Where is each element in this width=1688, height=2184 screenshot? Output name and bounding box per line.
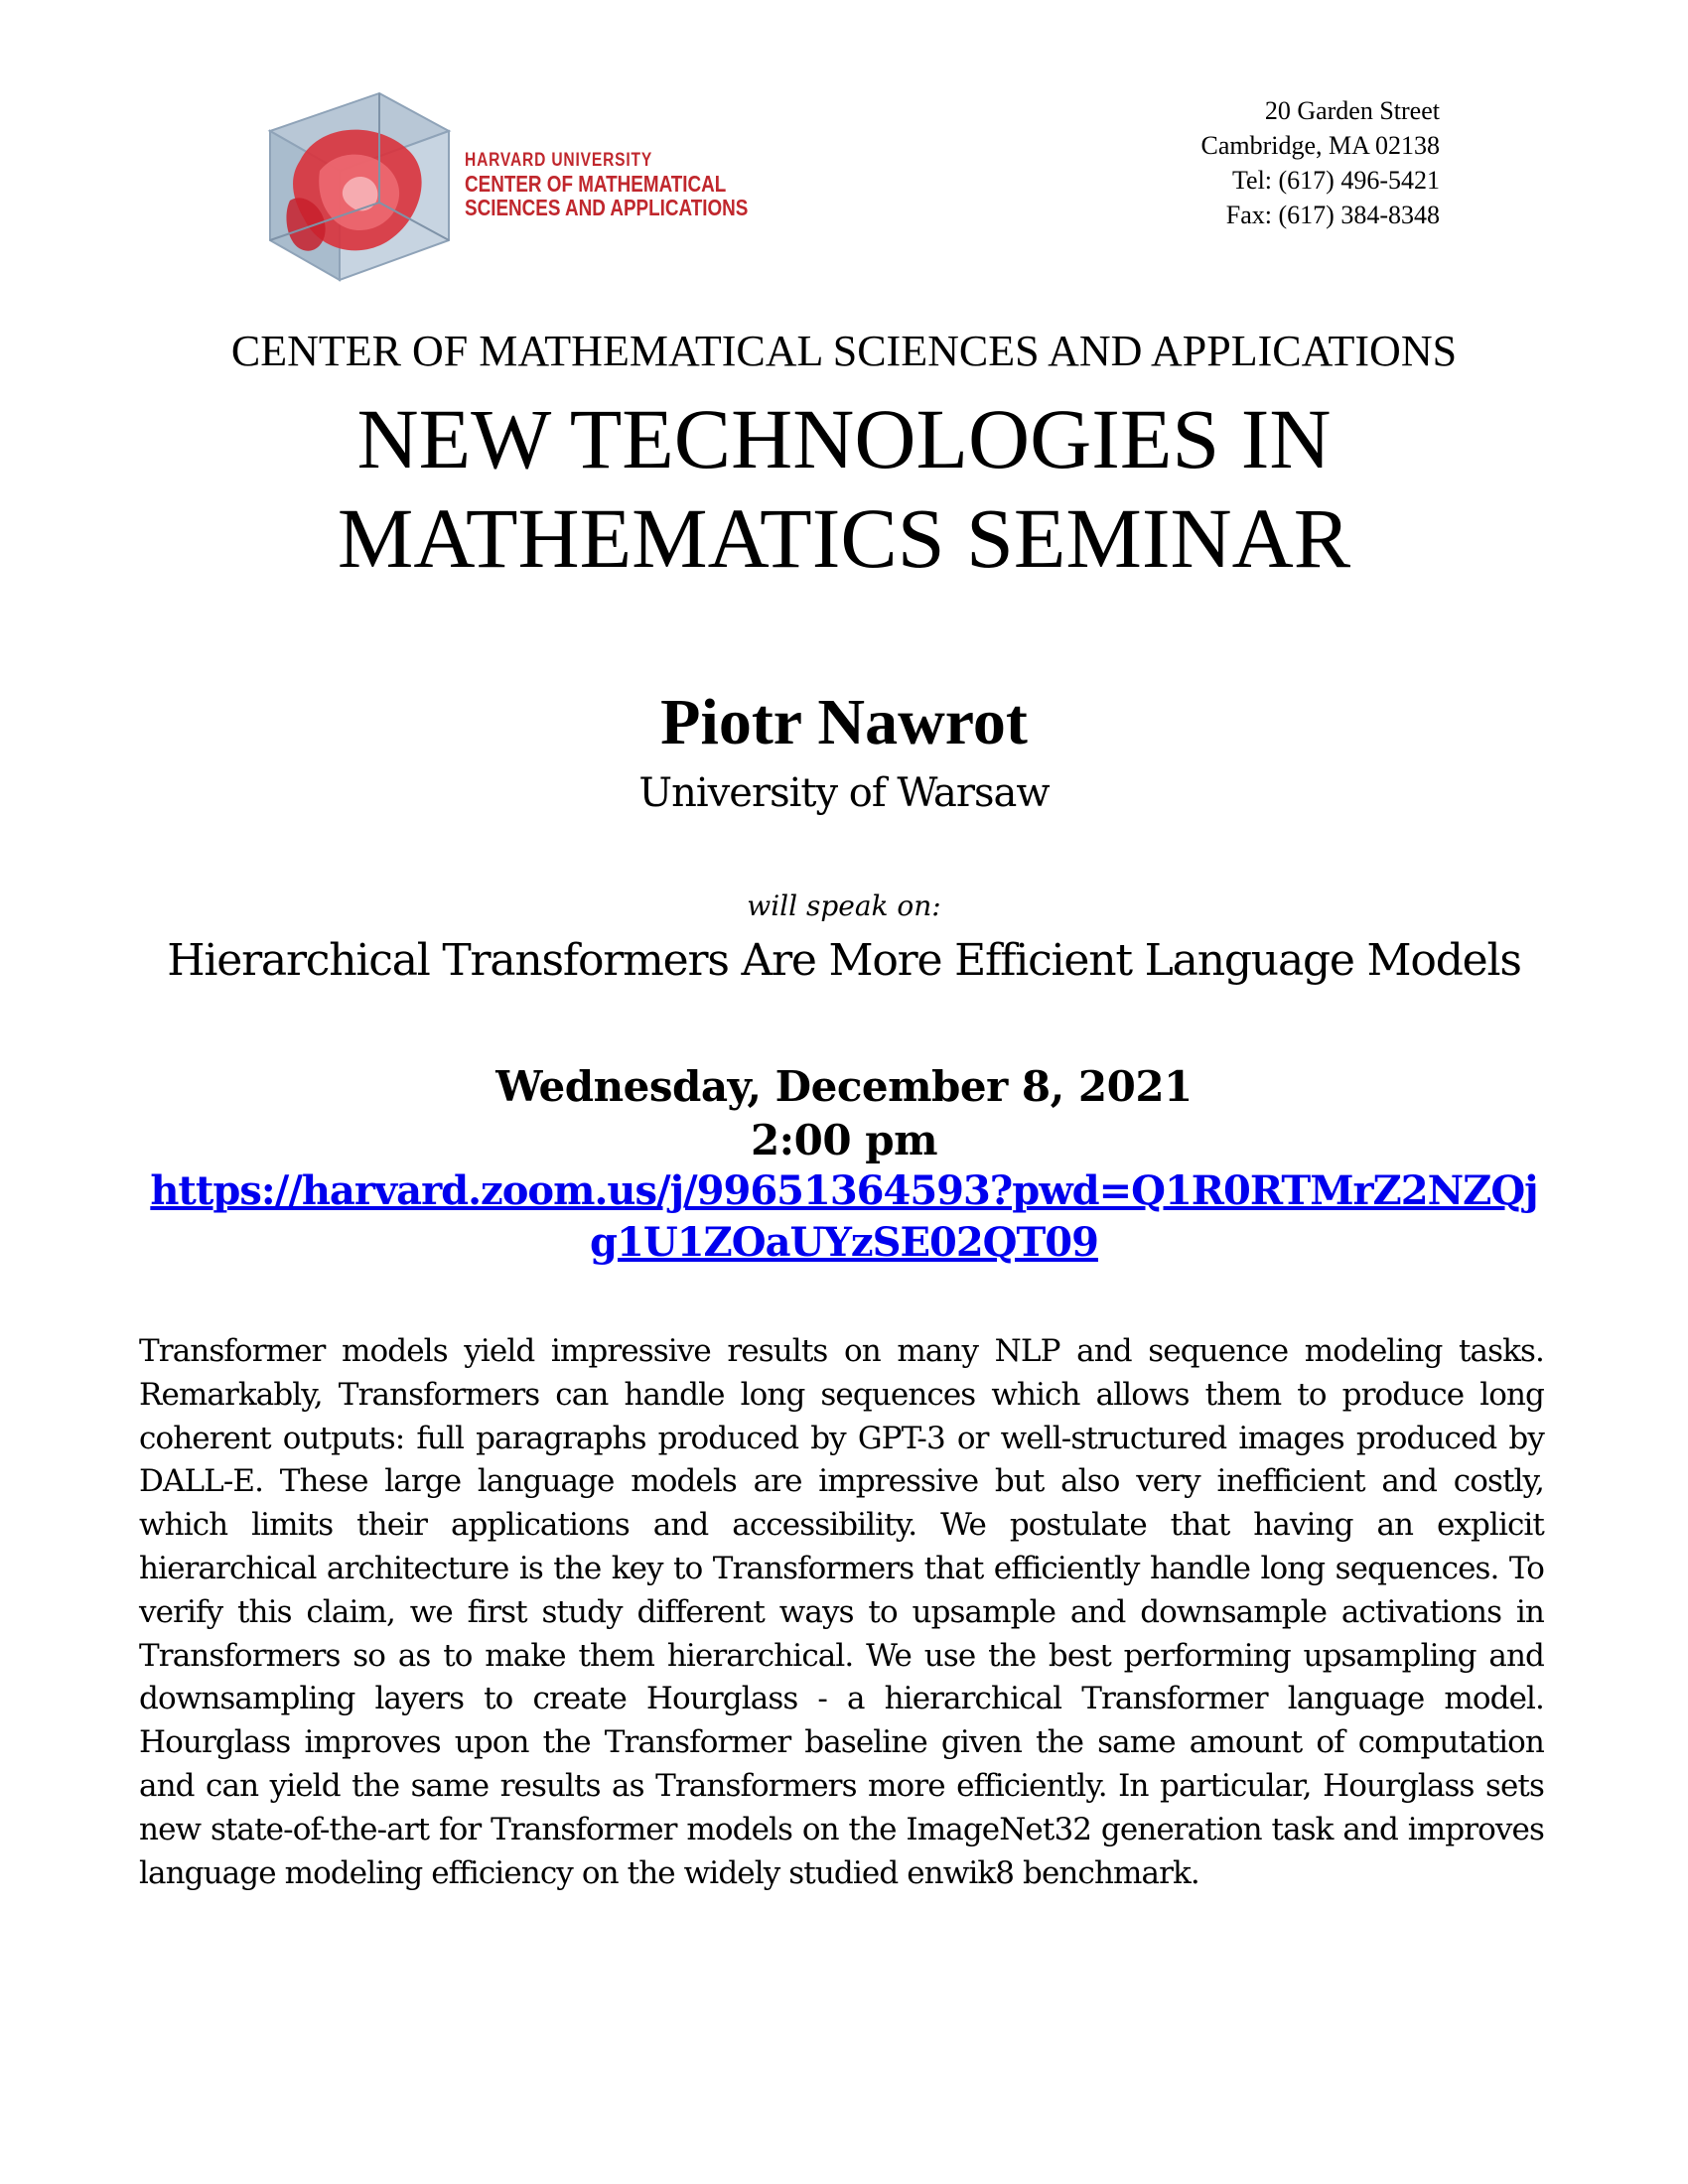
- seminar-title-line1: NEW TECHNOLOGIES IN: [356, 391, 1332, 486]
- seminar-title: [0, 389, 1688, 588]
- center-name-heading: CENTER OF MATHEMATICAL SCIENCES AND APPLICATIONS: [230, 327, 1458, 375]
- address-fax: Fax: (617) 384-8348: [1225, 201, 1440, 229]
- speaker-affiliation: University of Warsaw: [638, 770, 1050, 816]
- abstract-paragraph: Transformer models yield impressive results on many NLP and sequence modeling tasks. Remarkably, Transformers can handle long sequences which allows them to produce long coherent outputs: full paragraphs produced by GPT-3 or well-structured images produced by DALL-E. These large language models are impressive but also very inefficient and costly, which limits their applications and accessibility. We postulate that having an explicit hierarchical architecture is the key to Transformers that efficiently handle long sequences. To verify this claim, we first study different ways to upsample and downsample activations in Transformers so as to make them hierarchical. We use the best performing upsampling and downsampling layers to create Hourglass - a hierarchical Transformer language model. Hourglass improves upon the Transformer baseline given the same amount of computation and can yield the same results as Transformers more efficiently. In particular, Hourglass sets new state-of-the-art for Transformer models on the ImageNet32 generation task and improves language modeling efficiency on the widely studied enwik8 benchmark.: [139, 1333, 1544, 1891]
- address-street: 20 Garden Street: [1264, 96, 1440, 125]
- cube-logo-icon: [260, 91, 459, 290]
- logo-line-sciences: SCIENCES AND APPLICATIONS: [465, 195, 749, 221]
- logo-line-center: CENTER OF MATHEMATICAL: [465, 170, 727, 197]
- address-tel: Tel: (617) 496-5421: [1231, 166, 1440, 195]
- address-city: Cambridge, MA 02138: [1200, 131, 1440, 160]
- will-speak-label: will speak on:: [747, 889, 941, 922]
- event-time: 2:00 pm: [750, 1116, 938, 1164]
- event-date: Wednesday, December 8, 2021: [495, 1062, 1193, 1111]
- speaker-name: Piotr Nawrot: [660, 686, 1028, 758]
- seminar-title-line2: MATHEMATICS SEMINAR: [337, 490, 1351, 586]
- logo-line-university: HARVARD UNIVERSITY: [465, 150, 653, 171]
- talk-title: Hierarchical Transformers Are More Efficient Language Models: [167, 935, 1521, 986]
- cmsa-logo: [260, 91, 749, 280]
- address-block: [1201, 93, 1441, 232]
- zoom-meeting-link[interactable]: https://harvard.zoom.us/j/99651364593?pwd=Q1R0RTMrZ2NZQjg1U1ZOaUYzSE02QT09: [150, 1167, 1538, 1266]
- logo-wordmark: [465, 151, 748, 220]
